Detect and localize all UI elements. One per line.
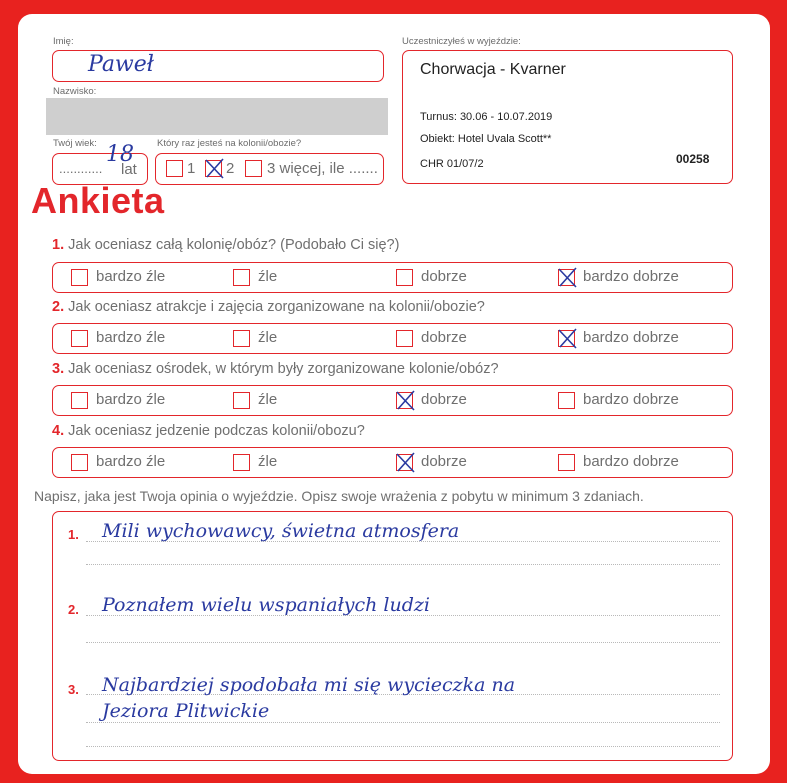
check-mark-icon	[203, 157, 227, 181]
answer-3-number: 3.	[68, 682, 79, 697]
age-unit: lat	[121, 161, 137, 178]
question-2-text	[52, 299, 485, 315]
question-4-checkbox-3[interactable]	[396, 454, 413, 471]
option-label: źle	[258, 391, 278, 408]
option-label: dobrze	[421, 268, 467, 285]
times-checkbox-2[interactable]	[205, 160, 222, 177]
question-4-text	[52, 423, 365, 439]
age-label: Twój wiek:	[53, 138, 97, 149]
question-label: Jak oceniasz atrakcje i zajęcia zorganizowane na kolonii/obozie?	[68, 299, 485, 315]
check-mark-icon	[556, 327, 580, 351]
answer-3-handwriting: Najbardziej spodobała mi się wycieczka na	[102, 674, 516, 696]
participant-label: Uczestniczyłeś w wyjeździe:	[402, 36, 521, 47]
survey-title: Ankieta	[31, 180, 165, 221]
option-label: dobrze	[421, 329, 467, 346]
question-4-checkbox-4[interactable]	[558, 454, 575, 471]
question-label: Jak oceniasz jedzenie podczas kolonii/obozu?	[68, 423, 365, 439]
option-label: bardzo źle	[96, 453, 166, 470]
age-dots: ............	[59, 161, 103, 176]
question-number: 1.	[52, 237, 65, 253]
answer-2-number: 2.	[68, 602, 79, 617]
writing-line	[86, 746, 720, 747]
first-name-label: Imię:	[53, 36, 74, 47]
question-label: Jak oceniasz ośrodek, w którym były zorganizowane kolonie/obóz?	[68, 361, 499, 377]
times-checkbox-1[interactable]	[166, 160, 183, 177]
writing-line	[86, 642, 720, 643]
option-label: bardzo źle	[96, 391, 166, 408]
question-1-checkbox-3[interactable]	[396, 269, 413, 286]
question-1-checkbox-2[interactable]	[233, 269, 250, 286]
trip-obiekt: Obiekt: Hotel Uvala Scott**	[420, 133, 552, 145]
times-checkbox-3[interactable]	[245, 160, 262, 177]
question-1-checkbox-4[interactable]	[558, 269, 575, 286]
opinion-prompt: Napisz, jaka jest Twoja opinia o wyjeździe. Opisz swoje wrażenia z pobytu w minimum 3 zdaniach.	[34, 488, 644, 504]
check-mark-icon	[394, 451, 418, 475]
last-name-redacted	[46, 98, 388, 135]
question-number: 3.	[52, 361, 65, 377]
answer-1-handwriting: Mili wychowawcy, świetna atmosfera	[102, 520, 460, 542]
question-3-checkbox-2[interactable]	[233, 392, 250, 409]
question-1-text	[52, 237, 399, 253]
option-label: bardzo źle	[96, 329, 166, 346]
option-label: źle	[258, 268, 278, 285]
question-3-checkbox-1[interactable]	[71, 392, 88, 409]
question-number: 4.	[52, 423, 65, 439]
trip-code: CHR 01/07/2	[420, 158, 484, 170]
option-label: źle	[258, 453, 278, 470]
question-4-checkbox-1[interactable]	[71, 454, 88, 471]
option-label: źle	[258, 329, 278, 346]
trip-turnus: Turnus: 30.06 - 10.07.2019	[420, 111, 553, 123]
times-option-1: 1	[187, 160, 196, 177]
option-label: bardzo źle	[96, 268, 166, 285]
last-name-label: Nazwisko:	[53, 86, 97, 97]
answer-2-handwriting: Poznałem wielu wspaniałych ludzi	[102, 594, 430, 616]
question-2-checkbox-2[interactable]	[233, 330, 250, 347]
age-value: 18	[106, 142, 134, 167]
option-label: bardzo dobrze	[583, 268, 679, 285]
check-mark-icon	[394, 389, 418, 413]
option-label: bardzo dobrze	[583, 453, 679, 470]
option-label: dobrze	[421, 391, 467, 408]
question-4-checkbox-2[interactable]	[233, 454, 250, 471]
question-3-checkbox-3[interactable]	[396, 392, 413, 409]
option-label: bardzo dobrze	[583, 391, 679, 408]
option-label: dobrze	[421, 453, 467, 470]
option-label: bardzo dobrze	[583, 329, 679, 346]
times-option-2: 2	[226, 160, 235, 177]
question-2-checkbox-4[interactable]	[558, 330, 575, 347]
check-mark-icon	[556, 266, 580, 290]
times-option-3: 3 więcej, ile .......	[267, 160, 378, 177]
question-1-checkbox-1[interactable]	[71, 269, 88, 286]
trip-name: Chorwacja - Kvarner	[420, 61, 566, 78]
question-2-checkbox-3[interactable]	[396, 330, 413, 347]
question-3-checkbox-4[interactable]	[558, 392, 575, 409]
question-3-text	[52, 361, 499, 377]
answer-3-handwriting: Jeziora Plitwickie	[102, 700, 270, 722]
first-name-value: Paweł	[88, 52, 154, 77]
question-number: 2.	[52, 299, 65, 315]
question-2-checkbox-1[interactable]	[71, 330, 88, 347]
opinion-box[interactable]	[52, 511, 733, 761]
times-label: Który raz jesteś na kolonii/obozie?	[157, 138, 302, 149]
answer-1-number: 1.	[68, 527, 79, 542]
trip-number: 00258	[676, 152, 710, 166]
writing-line	[86, 722, 720, 723]
writing-line	[86, 564, 720, 565]
question-label: Jak oceniasz całą kolonię/obóz? (Podobało Ci się?)	[68, 237, 400, 253]
